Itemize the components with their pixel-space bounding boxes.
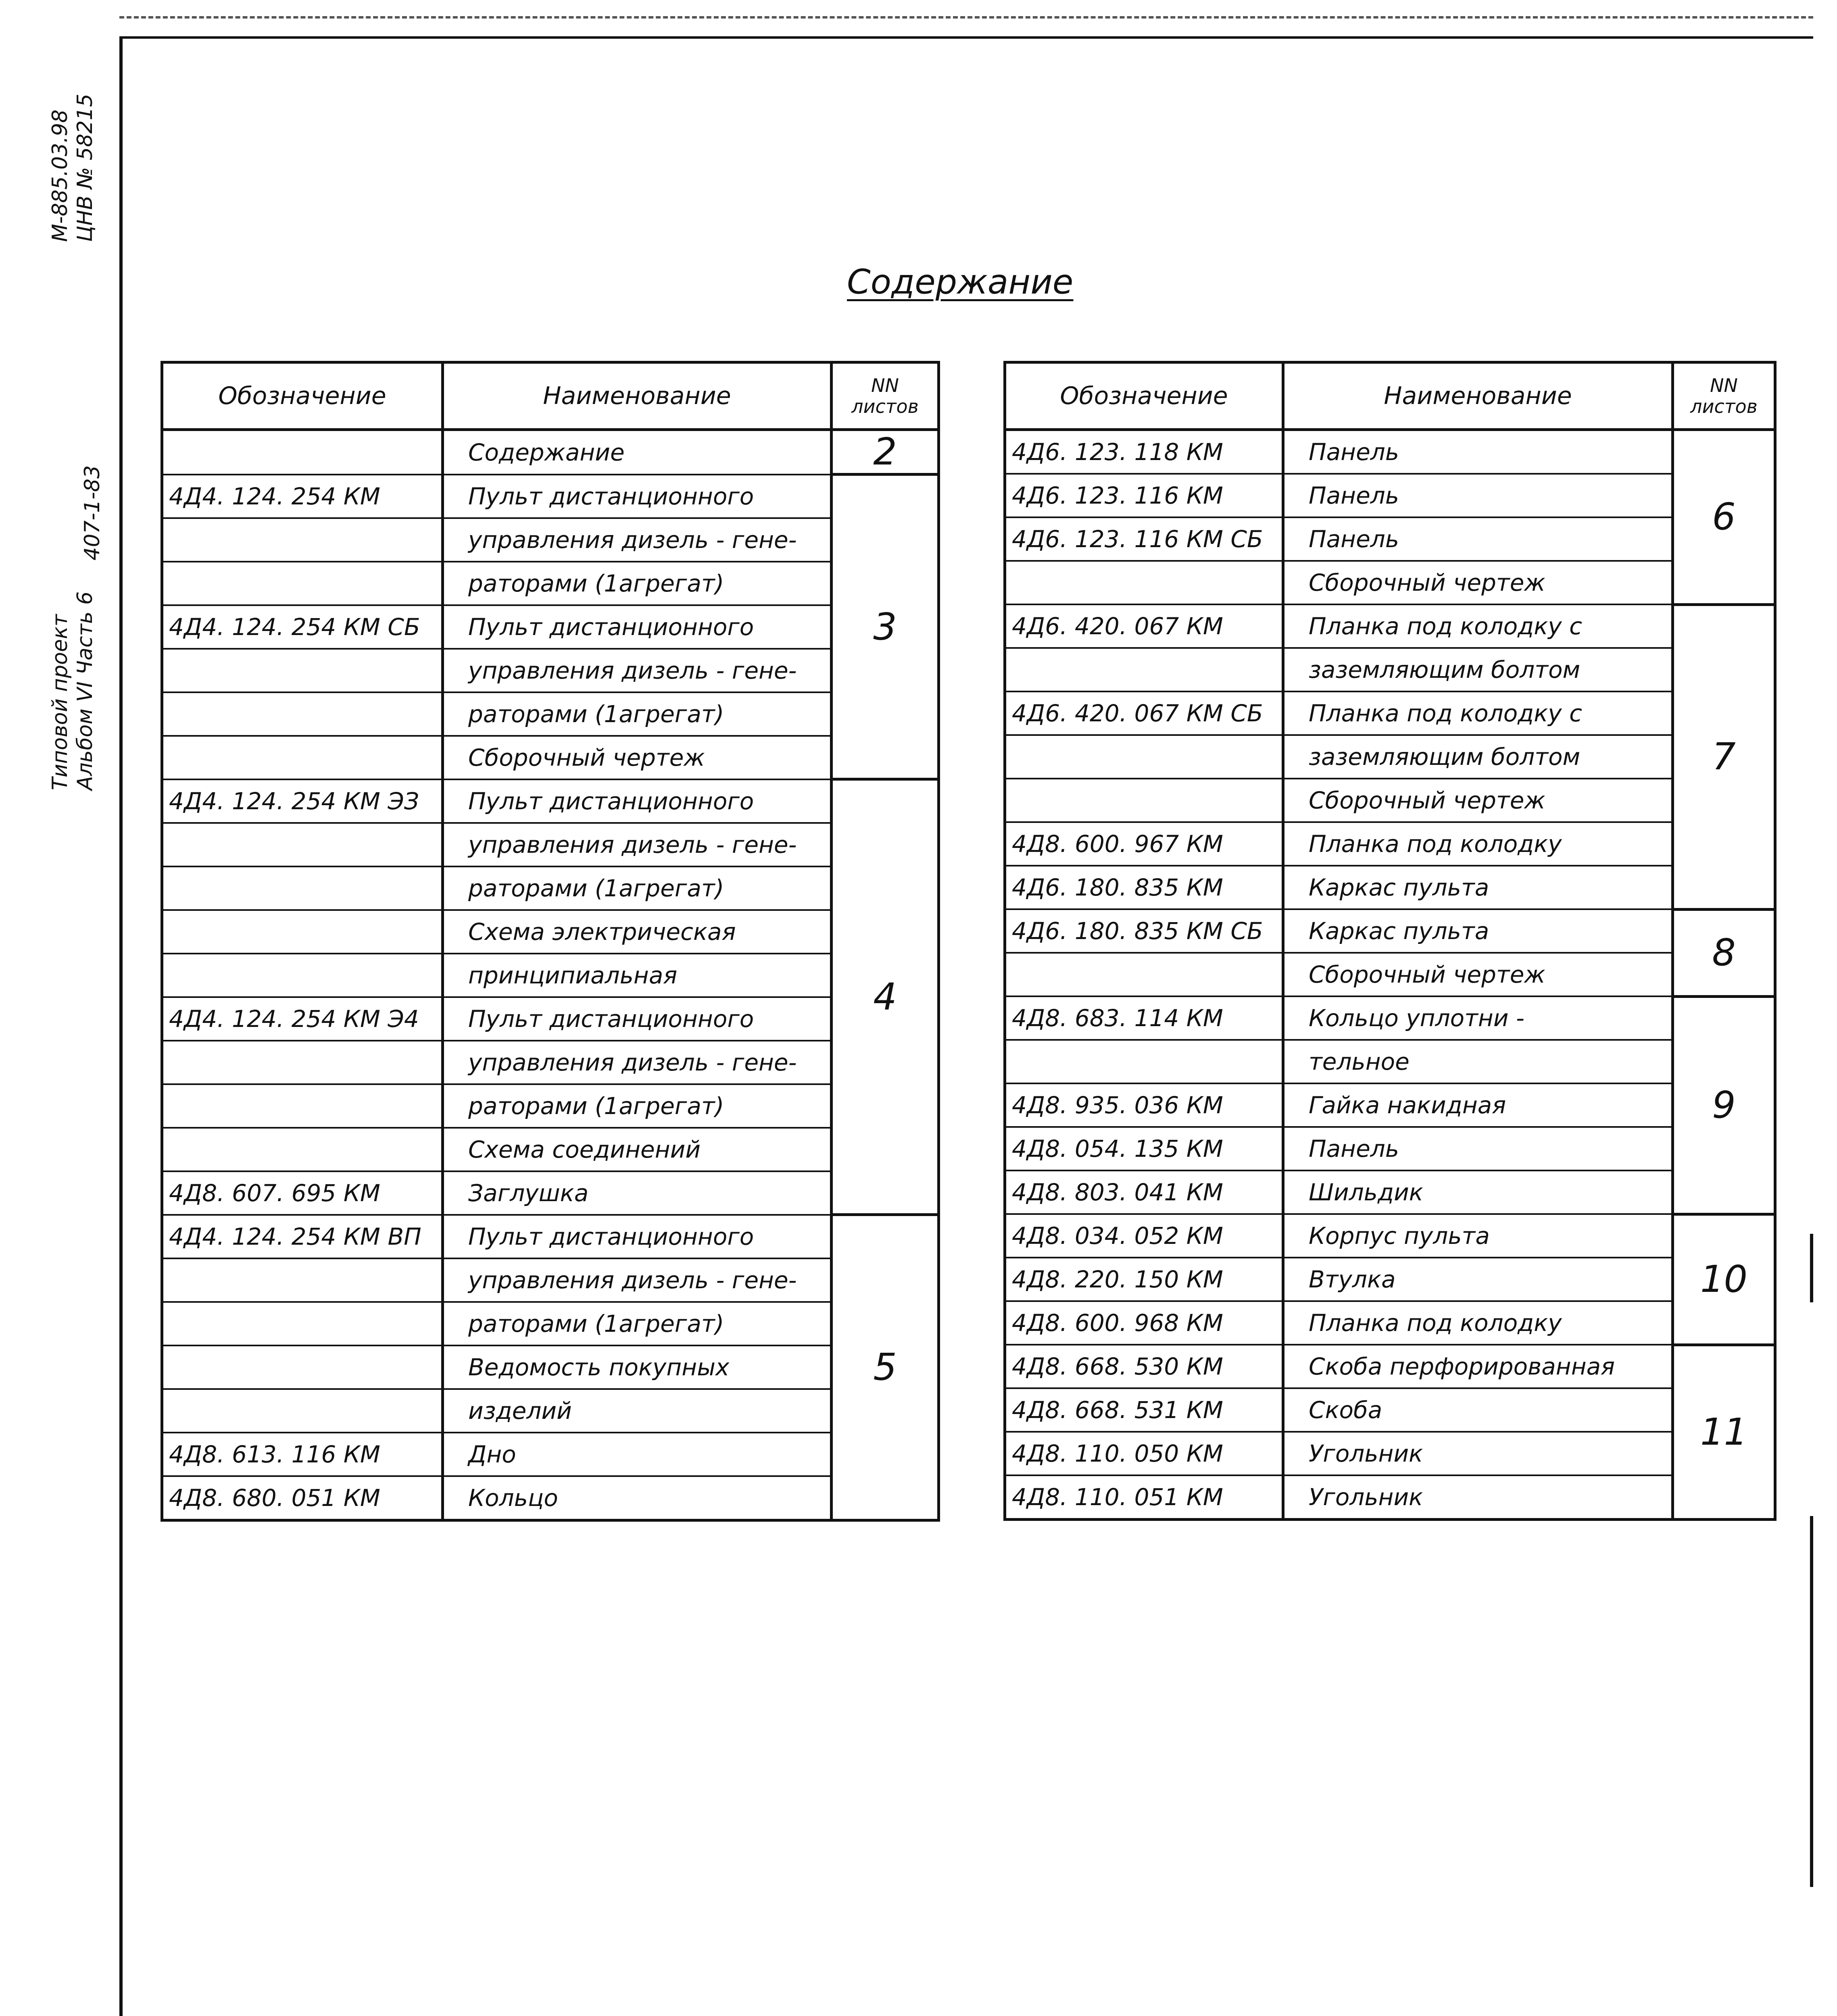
name-cell: Панель bbox=[1283, 430, 1673, 474]
sheet-number-cell: 8 bbox=[1673, 909, 1775, 996]
table-row bbox=[162, 997, 939, 1041]
table-row bbox=[1005, 1388, 1775, 1432]
name-cell: Гайка накидная bbox=[1283, 1083, 1673, 1127]
designation-cell: 4Д8. 600. 967 КМ bbox=[1005, 822, 1283, 866]
table-row bbox=[1005, 604, 1775, 648]
name-cell: Заглушка bbox=[443, 1171, 832, 1215]
name-cell: Каркас пульта bbox=[1283, 866, 1673, 909]
table-row bbox=[1005, 1214, 1775, 1258]
table-row bbox=[1005, 561, 1775, 604]
name-cell: раторами (1агрегат) bbox=[443, 866, 832, 910]
designation-cell: 4Д6. 180. 835 КМ СБ bbox=[1005, 909, 1283, 953]
project-code-stamp: 407-1-83 bbox=[80, 465, 104, 560]
name-cell: принципиальная bbox=[443, 954, 832, 997]
table-row bbox=[1005, 648, 1775, 691]
table-row bbox=[162, 823, 939, 866]
table-row bbox=[1005, 517, 1775, 561]
name-cell: Пульт дистанционного bbox=[443, 779, 832, 823]
name-cell: Планка под колодку с bbox=[1283, 691, 1673, 735]
name-cell: Сборочный чертеж bbox=[1283, 561, 1673, 604]
name-cell: раторами (1агрегат) bbox=[443, 1302, 832, 1345]
table-row bbox=[162, 430, 939, 475]
designation-cell bbox=[1005, 735, 1283, 779]
name-cell: управления дизель - гене- bbox=[443, 1258, 832, 1302]
top-border-dashed bbox=[119, 16, 1813, 19]
name-cell: раторами (1агрегат) bbox=[443, 562, 832, 605]
table-header-row bbox=[1005, 362, 1775, 430]
name-cell: Скоба перфорированная bbox=[1283, 1345, 1673, 1388]
name-cell: Каркас пульта bbox=[1283, 909, 1673, 953]
table-row bbox=[1005, 909, 1775, 953]
name-cell: Втулка bbox=[1283, 1258, 1673, 1301]
table-row bbox=[162, 1302, 939, 1345]
header-designation: Обозначение bbox=[162, 362, 443, 430]
name-cell: Сборочный чертеж bbox=[1283, 953, 1673, 996]
name-cell: Угольник bbox=[1283, 1475, 1673, 1520]
header-designation: Обозначение bbox=[1005, 362, 1283, 430]
table-row bbox=[162, 518, 939, 562]
name-cell: Планка под колодку bbox=[1283, 1301, 1673, 1345]
designation-cell bbox=[162, 1345, 443, 1389]
sheet-number-cell: 2 bbox=[832, 430, 939, 475]
designation-cell: 4Д8. 034. 052 КМ bbox=[1005, 1214, 1283, 1258]
table-row bbox=[162, 736, 939, 779]
designation-cell bbox=[162, 562, 443, 605]
name-cell: Пульт дистанционного bbox=[443, 997, 832, 1041]
designation-cell bbox=[162, 1258, 443, 1302]
designation-cell: 4Д8. 110. 051 КМ bbox=[1005, 1475, 1283, 1520]
name-cell: раторами (1агрегат) bbox=[443, 1084, 832, 1128]
name-cell: Пульт дистанционного bbox=[443, 605, 832, 649]
name-cell: управления дизель - гене- bbox=[443, 1041, 832, 1084]
designation-cell: 4Д8. 110. 050 КМ bbox=[1005, 1432, 1283, 1475]
name-cell: Ведомость покупных bbox=[443, 1345, 832, 1389]
name-cell: раторами (1агрегат) bbox=[443, 692, 832, 736]
designation-cell bbox=[162, 866, 443, 910]
name-cell: Панель bbox=[1283, 474, 1673, 517]
sheet-number-cell: 11 bbox=[1673, 1345, 1775, 1520]
table-row bbox=[162, 779, 939, 823]
table-row bbox=[162, 649, 939, 692]
name-cell: Планка под колодку с bbox=[1283, 604, 1673, 648]
designation-cell bbox=[162, 1302, 443, 1345]
table-row bbox=[1005, 1083, 1775, 1127]
table-row bbox=[162, 1389, 939, 1433]
sheet-number-cell: 4 bbox=[832, 779, 939, 1215]
designation-cell bbox=[162, 1389, 443, 1433]
page-title: Содержание bbox=[847, 262, 1074, 302]
header-sheets: NN листов bbox=[832, 362, 939, 430]
doc-number-stamp: М-885.03.98 ЦНВ № 58215 bbox=[48, 94, 97, 242]
sheet-number-cell: 6 bbox=[1673, 430, 1775, 605]
designation-cell: 4Д8. 935. 036 КМ bbox=[1005, 1083, 1283, 1127]
table-row bbox=[1005, 1301, 1775, 1345]
designation-cell: 4Д4. 124. 254 КМ СБ bbox=[162, 605, 443, 649]
name-cell: управления дизель - гене- bbox=[443, 649, 832, 692]
name-cell: управления дизель - гене- bbox=[443, 518, 832, 562]
table-row bbox=[162, 1215, 939, 1258]
name-cell: Панель bbox=[1283, 1127, 1673, 1170]
contents-table-right bbox=[1003, 361, 1777, 1521]
designation-cell: 4Д8. 613. 116 КМ bbox=[162, 1433, 443, 1476]
name-cell: Планка под колодку bbox=[1283, 822, 1673, 866]
sheet-number-cell: 10 bbox=[1673, 1214, 1775, 1345]
name-cell: Пульт дистанционного bbox=[443, 1215, 832, 1258]
name-cell: Пульт дистанционного bbox=[443, 475, 832, 518]
designation-cell: 4Д4. 124. 254 КМ ВП bbox=[162, 1215, 443, 1258]
table-row bbox=[162, 1258, 939, 1302]
designation-cell: 4Д6. 420. 067 КМ bbox=[1005, 604, 1283, 648]
designation-cell: 4Д6. 180. 835 КМ bbox=[1005, 866, 1283, 909]
table-row bbox=[1005, 1170, 1775, 1214]
table-row bbox=[1005, 866, 1775, 909]
table-row bbox=[1005, 1475, 1775, 1520]
designation-cell bbox=[162, 430, 443, 475]
header-name: Наименование bbox=[1283, 362, 1673, 430]
designation-cell: 4Д4. 124. 254 КМ Э4 bbox=[162, 997, 443, 1041]
table-row bbox=[1005, 822, 1775, 866]
table-row bbox=[1005, 735, 1775, 779]
table-row bbox=[162, 866, 939, 910]
designation-cell: 4Д6. 420. 067 КМ СБ bbox=[1005, 691, 1283, 735]
name-cell: Сборочный чертеж bbox=[443, 736, 832, 779]
designation-cell bbox=[1005, 953, 1283, 996]
header-sheets: NN листов bbox=[1673, 362, 1775, 430]
frame-mark bbox=[1810, 1234, 1813, 1302]
name-cell: Сборочный чертеж bbox=[1283, 779, 1673, 822]
name-cell: Дно bbox=[443, 1433, 832, 1476]
designation-cell bbox=[162, 736, 443, 779]
table-row bbox=[162, 1171, 939, 1215]
designation-cell bbox=[162, 518, 443, 562]
name-cell: Шильдик bbox=[1283, 1170, 1673, 1214]
name-cell: Схема электрическая bbox=[443, 910, 832, 954]
table-row bbox=[162, 605, 939, 649]
designation-cell bbox=[162, 649, 443, 692]
name-cell: Кольцо уплотни - bbox=[1283, 996, 1673, 1040]
name-cell: управления дизель - гене- bbox=[443, 823, 832, 866]
designation-cell: 4Д4. 124. 254 КМ bbox=[162, 475, 443, 518]
designation-cell: 4Д6. 123. 116 КМ СБ bbox=[1005, 517, 1283, 561]
table-row bbox=[1005, 953, 1775, 996]
table-row bbox=[162, 475, 939, 518]
name-cell: Панель bbox=[1283, 517, 1673, 561]
project-stamp: Типовой проект Альбом VI Часть 6 bbox=[48, 591, 97, 790]
name-cell: Содержание bbox=[443, 430, 832, 475]
designation-cell: 4Д8. 680. 051 КМ bbox=[162, 1476, 443, 1520]
name-cell: тельное bbox=[1283, 1040, 1673, 1083]
designation-cell: 4Д8. 600. 968 КМ bbox=[1005, 1301, 1283, 1345]
table-row bbox=[162, 562, 939, 605]
table-row bbox=[1005, 430, 1775, 474]
name-cell: Корпус пульта bbox=[1283, 1214, 1673, 1258]
frame-mark bbox=[1810, 1516, 1813, 1887]
table-row bbox=[162, 1041, 939, 1084]
table-row bbox=[162, 692, 939, 736]
table-row bbox=[1005, 1040, 1775, 1083]
sheet-number-cell: 9 bbox=[1673, 996, 1775, 1214]
table-row bbox=[162, 1433, 939, 1476]
designation-cell: 4Д8. 668. 530 КМ bbox=[1005, 1345, 1283, 1388]
table-row bbox=[1005, 1345, 1775, 1388]
sheet-number-cell: 7 bbox=[1673, 604, 1775, 909]
designation-cell bbox=[162, 823, 443, 866]
name-cell: заземляющим болтом bbox=[1283, 735, 1673, 779]
designation-cell: 4Д8. 607. 695 КМ bbox=[162, 1171, 443, 1215]
designation-cell: 4Д6. 123. 116 КМ bbox=[1005, 474, 1283, 517]
table-row bbox=[1005, 691, 1775, 735]
designation-cell bbox=[162, 1041, 443, 1084]
designation-cell bbox=[1005, 561, 1283, 604]
designation-cell: 4Д8. 683. 114 КМ bbox=[1005, 996, 1283, 1040]
designation-cell: 4Д8. 668. 531 КМ bbox=[1005, 1388, 1283, 1432]
designation-cell bbox=[1005, 1040, 1283, 1083]
designation-cell bbox=[162, 910, 443, 954]
table-row bbox=[1005, 1258, 1775, 1301]
contents-table-left bbox=[161, 361, 940, 1522]
header-name: Наименование bbox=[443, 362, 832, 430]
table-row bbox=[162, 954, 939, 997]
table-row bbox=[162, 910, 939, 954]
designation-cell bbox=[162, 1128, 443, 1171]
table-row bbox=[162, 1084, 939, 1128]
designation-cell bbox=[1005, 648, 1283, 691]
table-row bbox=[1005, 779, 1775, 822]
name-cell: изделий bbox=[443, 1389, 832, 1433]
designation-cell: 4Д8. 220. 150 КМ bbox=[1005, 1258, 1283, 1301]
designation-cell: 4Д4. 124. 254 КМ ЭЗ bbox=[162, 779, 443, 823]
table-row bbox=[1005, 474, 1775, 517]
name-cell: заземляющим болтом bbox=[1283, 648, 1673, 691]
table-row bbox=[162, 1128, 939, 1171]
name-cell: Схема соединений bbox=[443, 1128, 832, 1171]
name-cell: Кольцо bbox=[443, 1476, 832, 1520]
table-row bbox=[162, 1476, 939, 1520]
designation-cell bbox=[162, 692, 443, 736]
designation-cell bbox=[162, 954, 443, 997]
table-row bbox=[162, 1345, 939, 1389]
designation-cell: 4Д8. 803. 041 КМ bbox=[1005, 1170, 1283, 1214]
table-row bbox=[1005, 1127, 1775, 1170]
designation-cell: 4Д8. 054. 135 КМ bbox=[1005, 1127, 1283, 1170]
table-header-row bbox=[162, 362, 939, 430]
sheet-number-cell: 5 bbox=[832, 1215, 939, 1520]
designation-cell bbox=[162, 1084, 443, 1128]
table-row bbox=[1005, 996, 1775, 1040]
designation-cell: 4Д6. 123. 118 КМ bbox=[1005, 430, 1283, 474]
designation-cell bbox=[1005, 779, 1283, 822]
name-cell: Скоба bbox=[1283, 1388, 1673, 1432]
name-cell: Угольник bbox=[1283, 1432, 1673, 1475]
table-row bbox=[1005, 1432, 1775, 1475]
sheet-number-cell: 3 bbox=[832, 475, 939, 779]
